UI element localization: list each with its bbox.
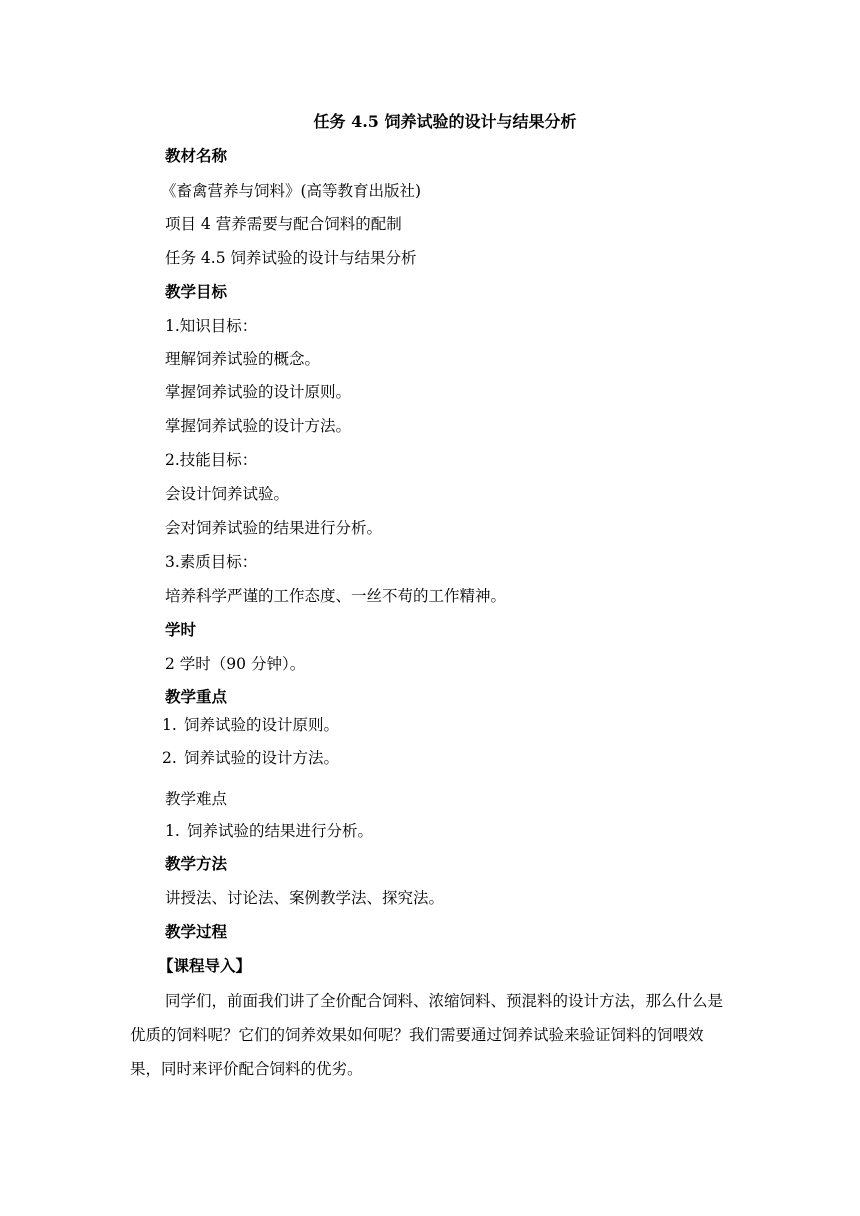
textbook-line: 项目 4 营养需要与配合饲料的配制 [165, 215, 402, 233]
item-text: 饲养试验的设计方法。 [184, 749, 340, 767]
objective-line: 2.技能目标： [165, 451, 258, 469]
objective-line: 3.素质目标： [165, 553, 258, 571]
textbook-heading: 教材名称 [165, 146, 228, 165]
key-point-item [162, 714, 339, 736]
item-text: 饲养试验的设计原则。 [184, 716, 340, 734]
objective-line: 掌握饲养试验的设计方法。 [165, 417, 352, 435]
item-number: 2. [162, 749, 177, 767]
paragraph-text: 同学们，前面我们讲了全价配合饲料、浓缩饲料、预混料的设计方法，那么什么是优质的饲料呢？它们的饲养效果如何呢？我们需要通过饲养试验来验证饲料的饲喂效果，同时来评价配合饲料的优劣。 [130, 992, 724, 1078]
hours-heading: 学时 [165, 620, 197, 639]
difficulty-item [165, 820, 373, 842]
key-point-item [162, 747, 339, 769]
item-text: 饲养试验的结果进行分析。 [187, 822, 374, 840]
objectives-heading: 教学目标 [165, 282, 228, 301]
item-number: 1. [162, 716, 177, 734]
objective-line: 掌握饲养试验的设计原则。 [165, 383, 352, 401]
objective-line: 会设计饲养试验。 [165, 485, 290, 503]
difficulties-heading: 教学难点 [165, 790, 228, 808]
methods-text: 讲授法、讨论法、案例教学法、探究法。 [165, 889, 445, 907]
objective-line: 会对饲养试验的结果进行分析。 [165, 519, 383, 537]
textbook-line: 任务 4.5 饲养试验的设计与结果分析 [165, 249, 417, 267]
objective-line: 理解饲养试验的概念。 [165, 350, 321, 368]
item-number: 1. [165, 822, 180, 840]
key-points-heading: 教学重点 [165, 687, 228, 706]
objective-line: 1.知识目标： [165, 317, 258, 335]
methods-heading: 教学方法 [165, 854, 228, 873]
process-paragraph [130, 984, 730, 1086]
process-subheading: 【课程导入】 [158, 956, 252, 975]
document-title: 任务 4.5 饲养试验的设计与结果分析 [313, 112, 577, 131]
hours-text: 2 学时（90 分钟）。 [165, 655, 306, 673]
textbook-line: 《畜禽营养与饲料》(高等教育出版社) [161, 182, 422, 200]
process-heading: 教学过程 [165, 922, 228, 941]
objective-line: 培养科学严谨的工作态度、一丝不苟的工作精神。 [165, 587, 507, 605]
